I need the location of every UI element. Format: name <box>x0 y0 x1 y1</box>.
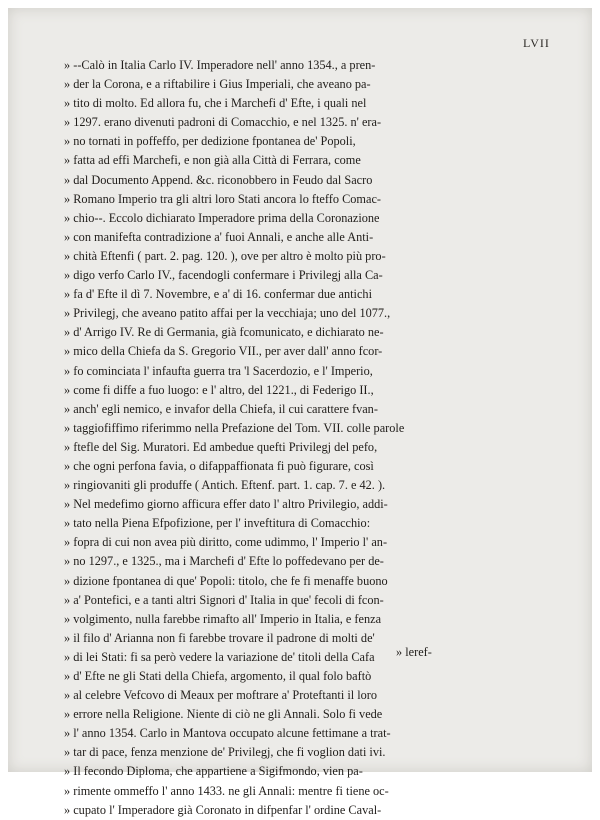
text-line: » tato nella Piena Efpofizione, per l' inveftitura di Comacchio: <box>64 516 371 531</box>
text-line: » tito di molto. Ed allora fu, che i Marchefi d' Efte, i quali nel <box>64 96 367 111</box>
text-line: » come fi diffe a fuo luogo: e l' altro, del 1221., di Federigo II., <box>64 382 374 397</box>
text-line: » l' anno 1354. Carlo in Mantova occupato alcune fettimane a trat- <box>64 726 391 741</box>
book-page <box>8 8 592 817</box>
text-line: » ftefle del Sig. Muratori. Ed ambedue quefti Privilegj del pefo, <box>64 439 378 454</box>
page-number: LVII <box>523 36 550 50</box>
text-line: » chio--. Eccolo dichiarato Imperadore prima della Coronazione <box>64 210 380 225</box>
text-line: » chità Eftenfi ( part. 2. pag. 120. ), ove per altro è molto più pro- <box>64 248 386 263</box>
catchword: » leref- <box>396 645 432 659</box>
text-line: » no 1297., e 1325., ma i Marchefi d' Efte lo poffedevano per de- <box>64 554 384 569</box>
text-line: » con manifefta contradizione a' fuoi Annali, e anche alle Anti- <box>64 229 374 244</box>
text-line: » cupato l' Imperadore già Coronato in difpenfar l' ordine Caval- <box>64 802 382 817</box>
text-line: » il filo d' Arianna non fi farebbe trovare il padrone di molti de' <box>64 630 375 645</box>
text-line: » taggiofiffimo riferimmo nella Prefazione del Tom. VII. colle parole <box>64 420 405 435</box>
text-line: » ringiovaniti gli produffe ( Antich. Eftenf. part. 1. cap. 7. e 42. ). <box>64 478 386 493</box>
body-text <box>64 56 484 820</box>
text-line: » no tornati in poffeffo, per dedizione fpontanea de' Popoli, <box>64 134 356 149</box>
text-line: » 1297. erano divenuti padroni di Comacchio, e nel 1325. n' era- <box>64 115 382 130</box>
text-line: » fopra di cui non avea più diritto, come udimmo, l' Imperio l' an- <box>64 535 388 550</box>
text-line: » dizione fpontanea di que' Popoli: titolo, che fe fi menaffe buono <box>64 573 388 588</box>
text-line: » --Calò in Italia Carlo IV. Imperadore nell' anno 1354., a pren- <box>64 58 376 72</box>
text-line: » a' Pontefici, e a tanti altri Signori d' Italia in que' fecoli di fcon- <box>64 592 384 607</box>
text-line: » Romano Imperio tra gli altri loro Stati ancora lo fteffo Comac- <box>64 191 382 206</box>
text-line: » tar di pace, fenza menzione de' Privilegj, che fi voglion dati ivi. <box>64 745 386 760</box>
text-line: » anch' egli nemico, e invafor della Chiefa, il cui carattere fvan- <box>64 401 378 416</box>
text-line: » Nel medefimo giorno afficura effer dato l' altro Privilegio, addi- <box>64 497 388 512</box>
text-line: » dal Documento Append. &c. riconobbero in Feudo dal Sacro <box>64 172 373 187</box>
text-line: » fa d' Efte il dì 7. Novembre, e a' di 16. confermar due antichi <box>64 287 372 302</box>
text-line: » Il fecondo Diploma, che appartiene a Sigifmondo, vien pa- <box>64 764 363 779</box>
text-line: » errore nella Religione. Niente di ciò ne gli Annali. Solo fi vede <box>64 707 383 722</box>
text-line: » mico della Chiefa da S. Gregorio VII., per aver dall' anno fcor- <box>64 344 383 359</box>
text-line: » digo verfo Carlo IV., facendogli confermare i Privilegj alla Ca- <box>64 268 383 283</box>
text-line: » al celebre Vefcovo di Meaux per moftrare a' Proteftanti il loro <box>64 688 378 703</box>
text-line: » di lei Stati: fi sa però vedere la variazione de' titoli della Cafa <box>64 649 375 664</box>
text-line: » rimente ommeffo l' anno 1433. ne gli Annali: mentre fi tiene oc- <box>64 783 389 798</box>
text-line: » fo cominciata l' infaufta guerra tra 'l Sacerdozio, e l' Imperio, <box>64 363 373 378</box>
text-line: » der la Corona, e a riftabilire i Gius Imperiali, che aveano pa- <box>64 77 371 92</box>
text-line: » fatta ad effi Marchefi, e non già alla Città di Ferrara, come <box>64 153 361 168</box>
text-line: » d' Arrigo IV. Re di Germania, già fcomunicato, e dichiarato ne- <box>64 325 384 340</box>
text-line: » volgimento, nulla farebbe rimafto all' Imperio in Italia, e fenza <box>64 611 382 626</box>
text-line: » d' Efte ne gli Stati della Chiefa, argomento, il qual folo baftò <box>64 669 372 683</box>
text-line: » che ogni perfona favia, o difappaffionata fi può figurare, così <box>64 458 374 473</box>
text-line: » Privilegj, che aveano patito affai per la vecchiaja; uno del 1077., <box>64 306 391 321</box>
